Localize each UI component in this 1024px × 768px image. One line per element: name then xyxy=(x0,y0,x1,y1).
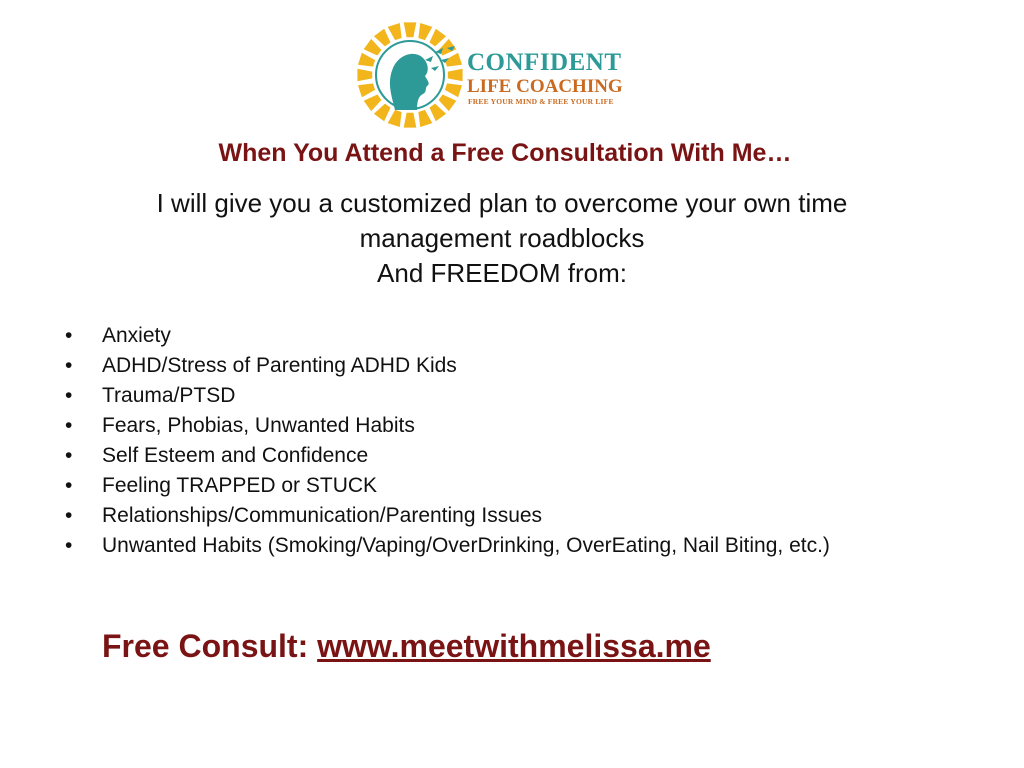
sun-ray xyxy=(404,22,417,37)
sun-ray xyxy=(439,95,457,112)
list-item xyxy=(65,411,945,441)
bullet: • xyxy=(65,474,73,497)
list-item-text: Anxiety xyxy=(102,324,171,347)
sun-head-birds-icon xyxy=(355,20,465,130)
sun-ray xyxy=(388,23,402,40)
sun-ray xyxy=(418,23,432,40)
free-consult xyxy=(102,626,982,666)
sun-ray xyxy=(404,113,417,128)
bullet: • xyxy=(65,354,73,377)
brand-logo xyxy=(355,20,655,130)
headline: When You Attend a Free Consultation With Me… xyxy=(218,139,792,167)
sun-ray xyxy=(374,104,391,122)
consult-link[interactable]: www.meetwithmelissa.me xyxy=(317,628,711,664)
intro-text xyxy=(50,186,954,291)
list-item xyxy=(65,351,945,381)
sun-ray xyxy=(430,104,447,122)
list-item xyxy=(65,531,945,561)
list-item-text: Self Esteem and Confidence xyxy=(102,444,369,467)
sun-ray xyxy=(364,39,382,56)
sun-ray xyxy=(358,53,375,67)
intro-line: I will give you a customized plan to overcome your own time xyxy=(156,188,848,218)
list-item xyxy=(65,381,945,411)
sun-ray xyxy=(358,83,375,97)
bullet: • xyxy=(65,534,73,557)
list-item xyxy=(65,471,945,501)
sun-ray xyxy=(388,110,402,127)
sun-ray xyxy=(374,29,391,47)
sun-ray xyxy=(357,69,372,82)
brand-tagline: FREE YOUR MIND & FREE YOUR LIFE xyxy=(468,97,614,106)
list-item-text: ADHD/Stress of Parenting ADHD Kids xyxy=(102,354,457,377)
intro-line: And FREEDOM from: xyxy=(377,258,627,288)
bullet: • xyxy=(65,504,73,527)
issues-list xyxy=(65,321,945,561)
bullet: • xyxy=(65,324,73,347)
brand-name-line1: CONFIDENT xyxy=(467,49,622,76)
intro-line: management roadblocks xyxy=(359,223,645,253)
sun-ray xyxy=(445,83,462,97)
bullet: • xyxy=(65,384,73,407)
sun-ray xyxy=(418,110,432,127)
sun-ray xyxy=(448,69,463,82)
brand-name-line2: LIFE COACHING xyxy=(467,76,623,97)
bullet: • xyxy=(65,414,73,437)
bullet: • xyxy=(65,444,73,467)
list-item-text: Fears, Phobias, Unwanted Habits xyxy=(102,414,415,437)
list-item xyxy=(65,501,945,531)
list-item-text: Feeling TRAPPED or STUCK xyxy=(102,474,378,497)
list-item-text: Trauma/PTSD xyxy=(102,384,236,407)
list-item-text: Unwanted Habits (Smoking/Vaping/OverDrinking, OverEating, Nail Biting, etc.) xyxy=(102,534,830,557)
list-item-text: Relationships/Communication/Parenting Issues xyxy=(102,504,543,527)
sun-ray xyxy=(364,95,382,112)
consult-label: Free Consult: xyxy=(102,628,309,664)
list-item xyxy=(65,441,945,471)
list-item xyxy=(65,321,945,351)
sun-ray xyxy=(430,29,447,47)
